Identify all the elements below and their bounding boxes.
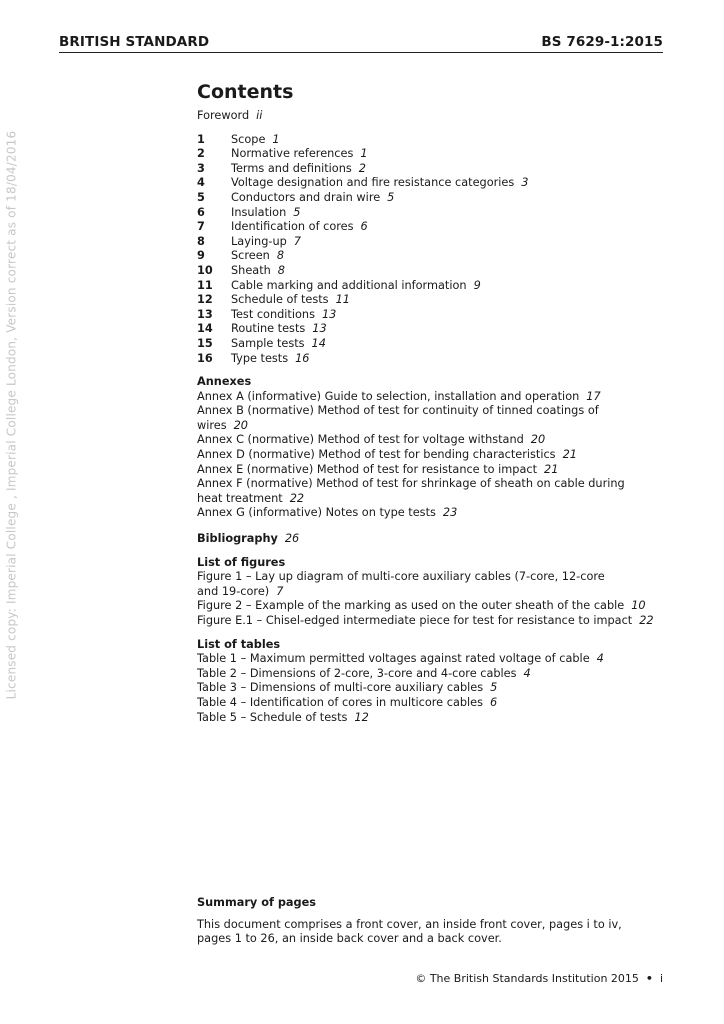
toc-clause-label: Conductors and drain wire (231, 190, 381, 204)
toc-clause-row[interactable] (197, 249, 677, 264)
toc-clause-row[interactable] (197, 279, 677, 294)
toc-clause-number: 14 (197, 322, 213, 336)
toc-clause-row[interactable] (197, 206, 677, 221)
toc-entry-page: 20 (530, 433, 546, 447)
toc-clause-text (231, 337, 326, 352)
toc-clause-number: 6 (197, 205, 205, 219)
toc-clause-row[interactable] (197, 293, 677, 308)
toc-clause-text (231, 322, 327, 337)
toc-clause-text (231, 279, 481, 294)
toc-clause-label: Normative references (231, 147, 354, 161)
toc-bibliography[interactable] (197, 532, 677, 547)
toc-entry-label: Table 2 – Dimensions of 2-core, 3-core and 4-core cables (197, 666, 517, 680)
toc-clause-row[interactable] (197, 191, 677, 206)
toc-clause-text (231, 264, 285, 279)
toc-entry-line (197, 492, 677, 507)
toc-entry-page: 20 (233, 418, 248, 432)
toc-clause-page: 5 (387, 190, 395, 204)
toc-clause-text (231, 308, 336, 323)
toc-figure-entry[interactable] (197, 614, 677, 629)
toc-clause-page: 14 (311, 336, 326, 350)
toc-clause-label: Test conditions (231, 307, 315, 321)
toc-clause-number: 10 (197, 263, 213, 277)
toc-clause-label: Scope (231, 132, 266, 146)
toc-clause-page: 3 (521, 176, 529, 190)
toc-clause-page: 1 (272, 132, 280, 146)
toc-clause-label: Schedule of tests (231, 293, 329, 307)
toc-annexe-entry[interactable] (197, 390, 677, 405)
toc-clause-page: 8 (277, 263, 285, 277)
summary-section (197, 896, 667, 947)
toc-bibliography-page: 26 (284, 532, 300, 546)
toc-entry-page: 10 (631, 599, 646, 613)
toc-clause-number: 15 (197, 336, 213, 350)
figure-list (197, 570, 677, 628)
toc-annexe-entry[interactable] (197, 506, 677, 521)
toc-clause-page: 9 (473, 278, 481, 292)
toc-entry-label-continued: wires (197, 418, 227, 432)
toc-table-entry[interactable] (197, 681, 677, 696)
toc-clause-row[interactable] (197, 322, 677, 337)
toc-clause-label: Cable marking and additional information (231, 278, 467, 292)
toc-entry-label: Figure 2 – Example of the marking as used on the outer sheath of the cable (197, 599, 625, 613)
toc-annexe-entry[interactable] (197, 463, 677, 478)
toc-foreword-page: ii (256, 109, 263, 122)
toc-clause-page: 16 (295, 351, 310, 365)
toc-entry-line (197, 419, 677, 434)
footer-page-number: i (659, 972, 663, 985)
toc-clause-page: 5 (293, 205, 301, 219)
toc-clause-text (231, 176, 528, 191)
toc-clause-page: 1 (360, 147, 368, 161)
toc-clause-page: 13 (312, 322, 327, 336)
toc-entry-page: 4 (523, 666, 531, 680)
header-rule (59, 52, 663, 53)
toc-entry-label: Table 3 – Dimensions of multi-core auxiliary cables (197, 681, 484, 695)
toc-entry-label: Annex E (normative) Method of test for resistance to impact (197, 462, 538, 476)
header-standard-label: BRITISH STANDARD (59, 34, 210, 50)
contents-title: Contents (197, 81, 294, 103)
toc-entry-label: Table 4 – Identification of cores in multicore cables (197, 695, 484, 709)
toc-annexe-entry[interactable] (197, 477, 677, 506)
toc-clause-row[interactable] (197, 264, 677, 279)
toc-clause-label: Routine tests (231, 322, 306, 336)
toc-clause-row[interactable] (197, 235, 677, 250)
toc-clause-text (231, 235, 301, 250)
header-document-code: BS 7629-1:2015 (541, 34, 663, 50)
toc-entry-label: Table 5 – Schedule of tests (197, 710, 348, 724)
toc-clause-row[interactable] (197, 176, 677, 191)
toc-annexe-entry[interactable] (197, 433, 677, 448)
toc-clause-row[interactable] (197, 162, 677, 177)
toc-clause-label: Sheath (231, 263, 271, 277)
toc-clause-text (231, 191, 394, 206)
page-footer (415, 972, 663, 985)
toc-clause-page: 6 (360, 220, 368, 234)
toc-entry-label: Annex D (normative) Method of test for bending characteristics (197, 448, 556, 462)
toc-clause-list (197, 133, 677, 367)
toc-entry-page: 6 (490, 695, 498, 709)
toc-table-entry[interactable] (197, 667, 677, 682)
license-watermark: Licensed copy: Imperial College , Imperial College London, Version correct as of 18/04/2016 (4, 130, 19, 700)
toc-clause-label: Terms and definitions (231, 161, 352, 175)
toc-figure-entry[interactable] (197, 570, 677, 599)
toc-entry-page: 17 (586, 389, 601, 403)
summary-text: This document comprises a front cover, an inside front cover, pages i to iv, pages 1 to 26, an inside back cover and a back cover. (197, 917, 622, 946)
toc-clause-row[interactable] (197, 308, 677, 323)
toc-entry-line: Annex B (normative) Method of test for continuity of tinned coatings of (197, 404, 599, 418)
toc-clause-text (231, 293, 350, 308)
toc-entry-page: 7 (276, 584, 284, 598)
toc-bibliography-label: Bibliography (197, 532, 278, 546)
toc-clause-row[interactable] (197, 337, 677, 352)
toc-annexe-entry[interactable] (197, 448, 677, 463)
toc-entry-page: 4 (596, 652, 604, 666)
summary-heading: Summary of pages (197, 896, 317, 909)
annex-list (197, 390, 677, 521)
toc-clause-number: 3 (197, 161, 205, 175)
toc-entry-page: 21 (544, 462, 559, 476)
toc-entry-page: 22 (289, 491, 305, 505)
toc-entry-label: Table 1 – Maximum permitted voltages against rated voltage of cable (197, 652, 590, 666)
toc-entry-label: Figure E.1 – Chisel-edged intermediate piece for test for resistance to impact (197, 614, 633, 627)
toc-clause-page: 7 (293, 234, 301, 248)
toc-clause-number: 12 (197, 293, 213, 307)
toc-entry-page: 21 (562, 448, 577, 462)
toc-clause-number: 11 (197, 278, 213, 292)
toc-clause-number: 16 (197, 351, 213, 365)
toc-annexe-entry[interactable] (197, 404, 677, 433)
table-list (197, 652, 677, 725)
toc-table-entry[interactable] (197, 652, 677, 667)
toc-clause-number: 13 (197, 307, 213, 321)
toc-clause-number: 4 (197, 176, 205, 190)
toc-clause-text (231, 162, 366, 177)
toc-clause-text (231, 133, 280, 148)
toc-clause-text (231, 220, 368, 235)
tables-heading: List of tables (197, 637, 281, 651)
toc-figure-entry[interactable] (197, 599, 677, 614)
toc-clause-text (231, 147, 368, 162)
toc-clause-page: 2 (358, 161, 366, 175)
toc-clause-number: 1 (197, 132, 205, 146)
toc-foreword-label: Foreword (197, 109, 250, 122)
annexes-heading: Annexes (197, 375, 252, 389)
toc-entry-label: Annex A (informative) Guide to selection, installation and operation (197, 389, 580, 403)
toc-clause-text (231, 249, 284, 264)
toc-clause-label: Sample tests (231, 336, 305, 350)
toc-clause-page: 8 (276, 249, 285, 263)
toc-foreword[interactable] (197, 109, 677, 124)
toc-clause-number: 9 (197, 249, 205, 263)
toc-clause-text (231, 206, 300, 221)
toc-clause-number: 2 (197, 147, 205, 161)
toc-clause-row[interactable] (197, 133, 677, 148)
toc-clause-text (231, 352, 310, 367)
toc-clause-number: 8 (197, 234, 205, 248)
toc-clause-row[interactable] (197, 352, 677, 367)
toc-entry-page: 22 (639, 614, 654, 627)
toc-entry-line: Figure 1 – Lay up diagram of multi-core auxiliary cables (7-core, 12-core (197, 570, 605, 584)
toc-clause-label: Insulation (231, 205, 287, 219)
toc-clause-label: Type tests (231, 351, 289, 365)
toc-entry-line: Annex F (normative) Method of test for shrinkage of sheath on cable during (197, 477, 625, 491)
toc-entry-label-continued: and 19-core) (197, 584, 270, 598)
toc-entry-page: 23 (442, 506, 458, 520)
contents-section (197, 80, 677, 725)
toc-clause-label: Laying-up (231, 234, 287, 248)
toc-entry-label: Annex G (informative) Notes on type tests (197, 506, 436, 520)
toc-entry-page: 12 (354, 710, 369, 724)
toc-entry-label: Annex C (normative) Method of test for voltage withstand (197, 433, 524, 447)
toc-clause-number: 5 (197, 190, 205, 204)
toc-clause-row[interactable] (197, 220, 677, 235)
toc-entry-label-continued: heat treatment (197, 491, 283, 505)
toc-clause-row[interactable] (197, 147, 677, 162)
toc-clause-number: 7 (197, 220, 205, 234)
toc-clause-page: 13 (321, 307, 337, 321)
footer-bullet: • (645, 972, 653, 985)
license-watermark-strip (0, 0, 22, 830)
figures-heading: List of figures (197, 555, 286, 569)
toc-clause-label: Voltage designation and fire resistance categories (231, 176, 515, 190)
toc-clause-label: Screen (231, 249, 270, 263)
toc-entry-line (197, 585, 677, 600)
toc-clause-page: 11 (335, 293, 350, 307)
footer-copyright: © The British Standards Institution 2015 (415, 972, 639, 985)
toc-entry-page: 5 (490, 681, 498, 695)
toc-table-entry[interactable] (197, 711, 677, 726)
toc-table-entry[interactable] (197, 696, 677, 711)
toc-clause-label: Identification of cores (231, 220, 354, 234)
